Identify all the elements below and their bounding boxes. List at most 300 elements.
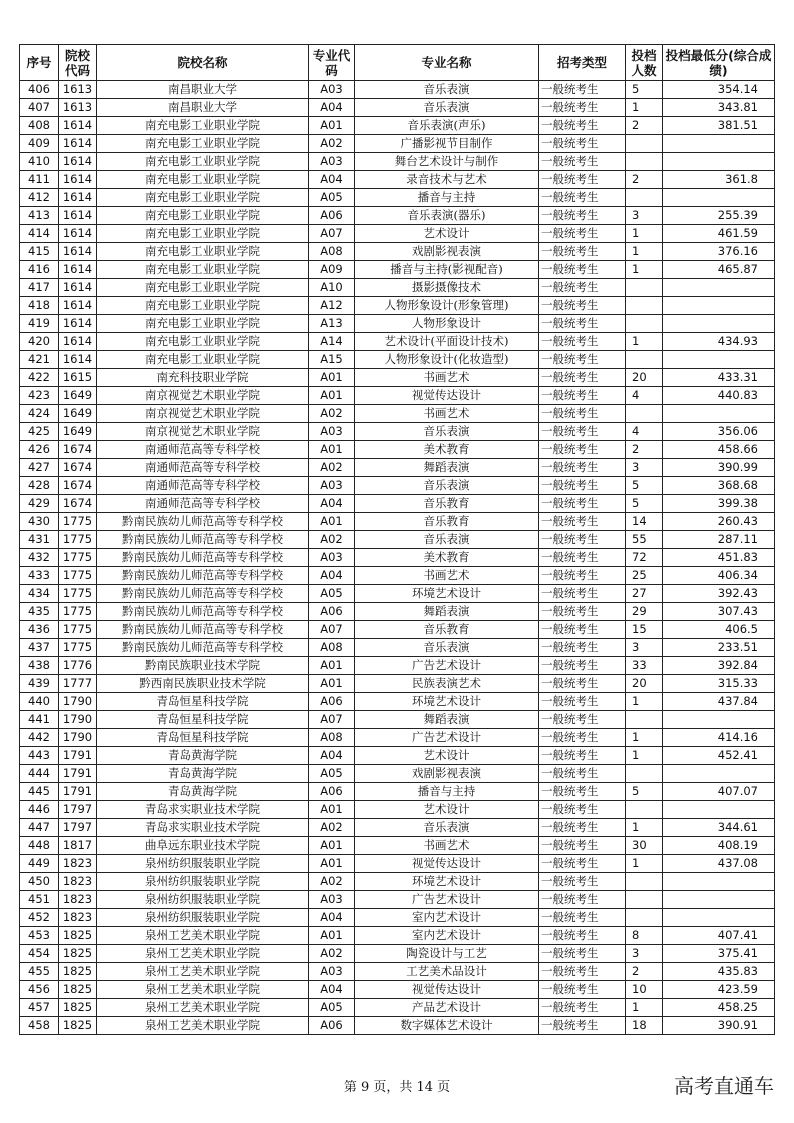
cell-major-name: 书画艺术 <box>355 837 539 855</box>
cell-index: 425 <box>20 423 59 441</box>
cell-admit-count: 29 <box>626 603 663 621</box>
cell-exam-type: 一般统考生 <box>539 765 626 783</box>
cell-index: 410 <box>20 153 59 171</box>
cell-school-name: 黔西南民族职业技术学院 <box>97 675 309 693</box>
cell-major-code: A07 <box>309 711 355 729</box>
cell-major-code: A02 <box>309 531 355 549</box>
table-row <box>20 351 775 369</box>
cell-school-code: 1823 <box>59 855 97 873</box>
cell-school-code: 1791 <box>59 747 97 765</box>
cell-exam-type: 一般统考生 <box>539 297 626 315</box>
cell-admit-count: 2 <box>626 441 663 459</box>
cell-major-name: 播音与主持 <box>355 783 539 801</box>
cell-major-code: A06 <box>309 207 355 225</box>
cell-school-name: 泉州工艺美术职业学院 <box>97 1017 309 1035</box>
cell-school-name: 青岛黄海学院 <box>97 783 309 801</box>
cell-admit-count: 4 <box>626 423 663 441</box>
cell-min-score: 287.11 <box>663 531 775 549</box>
cell-admit-count: 1 <box>626 261 663 279</box>
cell-exam-type: 一般统考生 <box>539 819 626 837</box>
cell-index: 417 <box>20 279 59 297</box>
cell-exam-type: 一般统考生 <box>539 171 626 189</box>
cell-major-code: A08 <box>309 729 355 747</box>
cell-min-score: 423.59 <box>663 981 775 999</box>
cell-major-name: 广告艺术设计 <box>355 729 539 747</box>
cell-school-name: 泉州工艺美术职业学院 <box>97 927 309 945</box>
cell-school-code: 1825 <box>59 963 97 981</box>
table-row <box>20 135 775 153</box>
cell-major-code: A04 <box>309 171 355 189</box>
cell-school-code: 1791 <box>59 765 97 783</box>
cell-school-name: 南昌职业大学 <box>97 99 309 117</box>
cell-admit-count: 33 <box>626 657 663 675</box>
cell-exam-type: 一般统考生 <box>539 621 626 639</box>
cell-major-name: 书画艺术 <box>355 405 539 423</box>
cell-major-code: A03 <box>309 963 355 981</box>
cell-admit-count: 72 <box>626 549 663 567</box>
cell-index: 407 <box>20 99 59 117</box>
cell-school-name: 黔南民族幼儿师范高等专科学校 <box>97 549 309 567</box>
cell-major-name: 音乐表演 <box>355 81 539 99</box>
cell-exam-type: 一般统考生 <box>539 603 626 621</box>
cell-major-code: A05 <box>309 585 355 603</box>
cell-admit-count: 5 <box>626 783 663 801</box>
cell-admit-count: 2 <box>626 171 663 189</box>
cell-min-score <box>663 909 775 927</box>
admission-table <box>19 44 775 1035</box>
cell-exam-type: 一般统考生 <box>539 945 626 963</box>
table-row <box>20 153 775 171</box>
cell-major-code: A06 <box>309 693 355 711</box>
cell-admit-count: 1 <box>626 99 663 117</box>
cell-major-code: A08 <box>309 639 355 657</box>
cell-major-code: A03 <box>309 81 355 99</box>
cell-index: 416 <box>20 261 59 279</box>
cell-exam-type: 一般统考生 <box>539 1017 626 1035</box>
cell-school-name: 南充电影工业职业学院 <box>97 243 309 261</box>
cell-school-name: 南京视觉艺术职业学院 <box>97 423 309 441</box>
cell-major-name: 视觉传达设计 <box>355 981 539 999</box>
cell-major-name: 摄影摄像技术 <box>355 279 539 297</box>
cell-index: 419 <box>20 315 59 333</box>
cell-exam-type: 一般统考生 <box>539 981 626 999</box>
cell-index: 422 <box>20 369 59 387</box>
cell-major-name: 广告艺术设计 <box>355 891 539 909</box>
cell-school-name: 泉州纺织服装职业学院 <box>97 873 309 891</box>
cell-admit-count: 1 <box>626 819 663 837</box>
table-row <box>20 477 775 495</box>
cell-exam-type: 一般统考生 <box>539 153 626 171</box>
cell-min-score: 407.07 <box>663 783 775 801</box>
cell-admit-count <box>626 405 663 423</box>
cell-major-name: 音乐表演 <box>355 99 539 117</box>
table-row <box>20 387 775 405</box>
cell-index: 456 <box>20 981 59 999</box>
cell-school-code: 1614 <box>59 243 97 261</box>
cell-index: 440 <box>20 693 59 711</box>
cell-exam-type: 一般统考生 <box>539 891 626 909</box>
cell-min-score: 465.87 <box>663 261 775 279</box>
cell-major-name: 广告艺术设计 <box>355 657 539 675</box>
cell-min-score: 255.39 <box>663 207 775 225</box>
cell-admit-count: 3 <box>626 639 663 657</box>
cell-major-code: A10 <box>309 279 355 297</box>
cell-index: 441 <box>20 711 59 729</box>
cell-school-name: 泉州工艺美术职业学院 <box>97 999 309 1017</box>
header-major-name: 专业名称 <box>355 45 539 81</box>
cell-school-name: 曲阜远东职业技术学院 <box>97 837 309 855</box>
cell-min-score: 315.33 <box>663 675 775 693</box>
cell-exam-type: 一般统考生 <box>539 333 626 351</box>
cell-admit-count <box>626 153 663 171</box>
cell-exam-type: 一般统考生 <box>539 207 626 225</box>
cell-index: 426 <box>20 441 59 459</box>
cell-admit-count: 1 <box>626 693 663 711</box>
cell-school-code: 1777 <box>59 675 97 693</box>
cell-admit-count <box>626 801 663 819</box>
cell-exam-type: 一般统考生 <box>539 675 626 693</box>
table-row <box>20 963 775 981</box>
cell-major-name: 艺术设计 <box>355 225 539 243</box>
table-row <box>20 567 775 585</box>
cell-exam-type: 一般统考生 <box>539 729 626 747</box>
cell-school-code: 1775 <box>59 531 97 549</box>
cell-major-name: 音乐表演 <box>355 423 539 441</box>
table-row <box>20 801 775 819</box>
table-row <box>20 441 775 459</box>
cell-school-code: 1614 <box>59 225 97 243</box>
cell-school-code: 1790 <box>59 693 97 711</box>
table-row <box>20 765 775 783</box>
cell-min-score: 390.91 <box>663 1017 775 1035</box>
cell-admit-count: 3 <box>626 207 663 225</box>
cell-major-code: A01 <box>309 801 355 819</box>
header-index: 序号 <box>20 45 59 81</box>
cell-exam-type: 一般统考生 <box>539 81 626 99</box>
cell-major-code: A03 <box>309 477 355 495</box>
cell-exam-type: 一般统考生 <box>539 639 626 657</box>
cell-exam-type: 一般统考生 <box>539 855 626 873</box>
cell-exam-type: 一般统考生 <box>539 585 626 603</box>
cell-admit-count: 30 <box>626 837 663 855</box>
cell-admit-count <box>626 315 663 333</box>
cell-school-code: 1825 <box>59 981 97 999</box>
cell-major-code: A05 <box>309 765 355 783</box>
cell-index: 434 <box>20 585 59 603</box>
cell-major-code: A01 <box>309 657 355 675</box>
cell-major-name: 环境艺术设计 <box>355 585 539 603</box>
cell-school-name: 黔南民族幼儿师范高等专科学校 <box>97 621 309 639</box>
cell-school-name: 南昌职业大学 <box>97 81 309 99</box>
cell-min-score <box>663 711 775 729</box>
cell-admit-count: 2 <box>626 117 663 135</box>
table-row <box>20 819 775 837</box>
cell-major-name: 音乐教育 <box>355 495 539 513</box>
cell-min-score: 407.41 <box>663 927 775 945</box>
cell-major-name: 戏剧影视表演 <box>355 243 539 261</box>
table-row <box>20 873 775 891</box>
cell-major-name: 室内艺术设计 <box>355 927 539 945</box>
cell-school-code: 1649 <box>59 405 97 423</box>
table-row <box>20 747 775 765</box>
cell-school-name: 南充电影工业职业学院 <box>97 225 309 243</box>
cell-admit-count: 8 <box>626 927 663 945</box>
cell-major-name: 舞台艺术设计与制作 <box>355 153 539 171</box>
cell-school-name: 泉州工艺美术职业学院 <box>97 945 309 963</box>
cell-admit-count <box>626 351 663 369</box>
cell-major-name: 陶瓷设计与工艺 <box>355 945 539 963</box>
cell-min-score <box>663 279 775 297</box>
cell-min-score: 458.66 <box>663 441 775 459</box>
cell-school-name: 南充电影工业职业学院 <box>97 135 309 153</box>
cell-min-score: 452.41 <box>663 747 775 765</box>
cell-exam-type: 一般统考生 <box>539 693 626 711</box>
cell-index: 435 <box>20 603 59 621</box>
cell-exam-type: 一般统考生 <box>539 225 626 243</box>
cell-major-code: A02 <box>309 135 355 153</box>
cell-school-name: 青岛恒星科技学院 <box>97 711 309 729</box>
table-row <box>20 1017 775 1035</box>
table-body <box>20 81 775 1035</box>
cell-admit-count: 1 <box>626 855 663 873</box>
cell-school-code: 1614 <box>59 153 97 171</box>
cell-min-score <box>663 315 775 333</box>
cell-exam-type: 一般统考生 <box>539 135 626 153</box>
cell-index: 411 <box>20 171 59 189</box>
header-major-code: 专业代码 <box>309 45 355 81</box>
cell-school-name: 南京视觉艺术职业学院 <box>97 405 309 423</box>
table-row <box>20 639 775 657</box>
cell-school-code: 1674 <box>59 477 97 495</box>
cell-exam-type: 一般统考生 <box>539 927 626 945</box>
cell-index: 431 <box>20 531 59 549</box>
cell-school-code: 1614 <box>59 333 97 351</box>
cell-index: 452 <box>20 909 59 927</box>
cell-min-score <box>663 135 775 153</box>
cell-index: 457 <box>20 999 59 1017</box>
cell-exam-type: 一般统考生 <box>539 477 626 495</box>
cell-major-name: 音乐教育 <box>355 621 539 639</box>
cell-exam-type: 一般统考生 <box>539 99 626 117</box>
cell-index: 449 <box>20 855 59 873</box>
cell-school-name: 泉州纺织服装职业学院 <box>97 891 309 909</box>
cell-school-code: 1615 <box>59 369 97 387</box>
cell-school-code: 1797 <box>59 819 97 837</box>
cell-min-score: 458.25 <box>663 999 775 1017</box>
table-row <box>20 927 775 945</box>
table-header-row <box>20 45 775 81</box>
cell-major-name: 艺术设计(平面设计技术) <box>355 333 539 351</box>
cell-min-score: 354.14 <box>663 81 775 99</box>
cell-admit-count <box>626 297 663 315</box>
cell-admit-count: 15 <box>626 621 663 639</box>
cell-major-code: A05 <box>309 999 355 1017</box>
cell-index: 445 <box>20 783 59 801</box>
cell-exam-type: 一般统考生 <box>539 405 626 423</box>
cell-school-code: 1790 <box>59 711 97 729</box>
cell-exam-type: 一般统考生 <box>539 567 626 585</box>
cell-admit-count: 3 <box>626 459 663 477</box>
cell-index: 421 <box>20 351 59 369</box>
table-row <box>20 315 775 333</box>
cell-index: 409 <box>20 135 59 153</box>
cell-exam-type: 一般统考生 <box>539 387 626 405</box>
cell-major-name: 视觉传达设计 <box>355 855 539 873</box>
cell-admit-count <box>626 135 663 153</box>
cell-index: 418 <box>20 297 59 315</box>
cell-exam-type: 一般统考生 <box>539 531 626 549</box>
cell-min-score <box>663 801 775 819</box>
cell-admit-count: 4 <box>626 387 663 405</box>
cell-index: 447 <box>20 819 59 837</box>
cell-school-code: 1614 <box>59 189 97 207</box>
cell-school-name: 泉州纺织服装职业学院 <box>97 855 309 873</box>
cell-admit-count: 10 <box>626 981 663 999</box>
cell-major-name: 音乐表演(器乐) <box>355 207 539 225</box>
cell-school-code: 1797 <box>59 801 97 819</box>
cell-min-score: 414.16 <box>663 729 775 747</box>
cell-major-name: 美术教育 <box>355 441 539 459</box>
cell-school-name: 南通师范高等专科学校 <box>97 441 309 459</box>
cell-school-name: 南通师范高等专科学校 <box>97 495 309 513</box>
cell-exam-type: 一般统考生 <box>539 261 626 279</box>
cell-school-code: 1614 <box>59 315 97 333</box>
cell-min-score: 451.83 <box>663 549 775 567</box>
cell-index: 413 <box>20 207 59 225</box>
cell-major-code: A03 <box>309 153 355 171</box>
cell-school-code: 1674 <box>59 441 97 459</box>
cell-major-code: A01 <box>309 675 355 693</box>
cell-admit-count: 1 <box>626 747 663 765</box>
cell-index: 429 <box>20 495 59 513</box>
cell-min-score: 375.41 <box>663 945 775 963</box>
cell-school-code: 1614 <box>59 207 97 225</box>
cell-min-score: 392.43 <box>663 585 775 603</box>
cell-min-score: 461.59 <box>663 225 775 243</box>
cell-exam-type: 一般统考生 <box>539 999 626 1017</box>
cell-exam-type: 一般统考生 <box>539 801 626 819</box>
cell-admit-count: 1 <box>626 243 663 261</box>
cell-index: 415 <box>20 243 59 261</box>
cell-major-name: 音乐表演 <box>355 477 539 495</box>
cell-school-name: 泉州工艺美术职业学院 <box>97 981 309 999</box>
cell-exam-type: 一般统考生 <box>539 909 626 927</box>
cell-major-code: A12 <box>309 297 355 315</box>
cell-exam-type: 一般统考生 <box>539 657 626 675</box>
table-row <box>20 549 775 567</box>
table-row <box>20 729 775 747</box>
cell-major-code: A06 <box>309 1017 355 1035</box>
cell-index: 420 <box>20 333 59 351</box>
cell-major-code: A15 <box>309 351 355 369</box>
cell-admit-count: 3 <box>626 945 663 963</box>
table-row <box>20 243 775 261</box>
cell-major-code: A02 <box>309 459 355 477</box>
cell-index: 414 <box>20 225 59 243</box>
cell-min-score: 368.68 <box>663 477 775 495</box>
cell-school-name: 泉州纺织服装职业学院 <box>97 909 309 927</box>
cell-exam-type: 一般统考生 <box>539 279 626 297</box>
cell-index: 442 <box>20 729 59 747</box>
cell-index: 433 <box>20 567 59 585</box>
cell-school-code: 1614 <box>59 351 97 369</box>
table-row <box>20 531 775 549</box>
cell-index: 446 <box>20 801 59 819</box>
table-row <box>20 99 775 117</box>
cell-school-name: 南充电影工业职业学院 <box>97 117 309 135</box>
cell-admit-count: 20 <box>626 369 663 387</box>
cell-major-name: 舞蹈表演 <box>355 603 539 621</box>
cell-exam-type: 一般统考生 <box>539 351 626 369</box>
cell-major-name: 产品艺术设计 <box>355 999 539 1017</box>
cell-admit-count: 1 <box>626 729 663 747</box>
table-row <box>20 585 775 603</box>
cell-admit-count <box>626 279 663 297</box>
cell-major-code: A04 <box>309 495 355 513</box>
cell-major-name: 音乐表演 <box>355 819 539 837</box>
cell-exam-type: 一般统考生 <box>539 747 626 765</box>
cell-school-name: 南充电影工业职业学院 <box>97 333 309 351</box>
cell-index: 430 <box>20 513 59 531</box>
cell-major-code: A04 <box>309 981 355 999</box>
admission-table-container <box>19 44 775 1035</box>
cell-index: 439 <box>20 675 59 693</box>
table-row <box>20 225 775 243</box>
cell-admit-count: 5 <box>626 477 663 495</box>
cell-major-code: A07 <box>309 621 355 639</box>
cell-school-name: 黔南民族幼儿师范高等专科学校 <box>97 603 309 621</box>
header-school-name: 院校名称 <box>97 45 309 81</box>
table-row <box>20 495 775 513</box>
table-row <box>20 837 775 855</box>
cell-exam-type: 一般统考生 <box>539 783 626 801</box>
cell-major-code: A01 <box>309 837 355 855</box>
cell-exam-type: 一般统考生 <box>539 873 626 891</box>
cell-school-name: 黔南民族职业技术学院 <box>97 657 309 675</box>
cell-exam-type: 一般统考生 <box>539 711 626 729</box>
cell-exam-type: 一般统考生 <box>539 837 626 855</box>
cell-school-name: 黔南民族幼儿师范高等专科学校 <box>97 585 309 603</box>
cell-major-code: A09 <box>309 261 355 279</box>
cell-school-code: 1823 <box>59 873 97 891</box>
cell-index: 454 <box>20 945 59 963</box>
cell-min-score <box>663 765 775 783</box>
table-row <box>20 459 775 477</box>
cell-exam-type: 一般统考生 <box>539 513 626 531</box>
table-row <box>20 117 775 135</box>
cell-admit-count: 55 <box>626 531 663 549</box>
cell-school-code: 1775 <box>59 513 97 531</box>
table-row <box>20 693 775 711</box>
table-row <box>20 603 775 621</box>
cell-major-code: A01 <box>309 855 355 873</box>
cell-school-code: 1674 <box>59 495 97 513</box>
cell-major-code: A02 <box>309 873 355 891</box>
cell-school-name: 南充电影工业职业学院 <box>97 315 309 333</box>
cell-school-name: 南充电影工业职业学院 <box>97 171 309 189</box>
cell-major-code: A04 <box>309 909 355 927</box>
cell-index: 448 <box>20 837 59 855</box>
cell-major-name: 环境艺术设计 <box>355 693 539 711</box>
cell-major-name: 录音技术与艺术 <box>355 171 539 189</box>
cell-major-code: A04 <box>309 747 355 765</box>
cell-min-score <box>663 153 775 171</box>
table-row <box>20 909 775 927</box>
cell-index: 450 <box>20 873 59 891</box>
cell-major-code: A06 <box>309 783 355 801</box>
cell-min-score <box>663 891 775 909</box>
cell-index: 424 <box>20 405 59 423</box>
